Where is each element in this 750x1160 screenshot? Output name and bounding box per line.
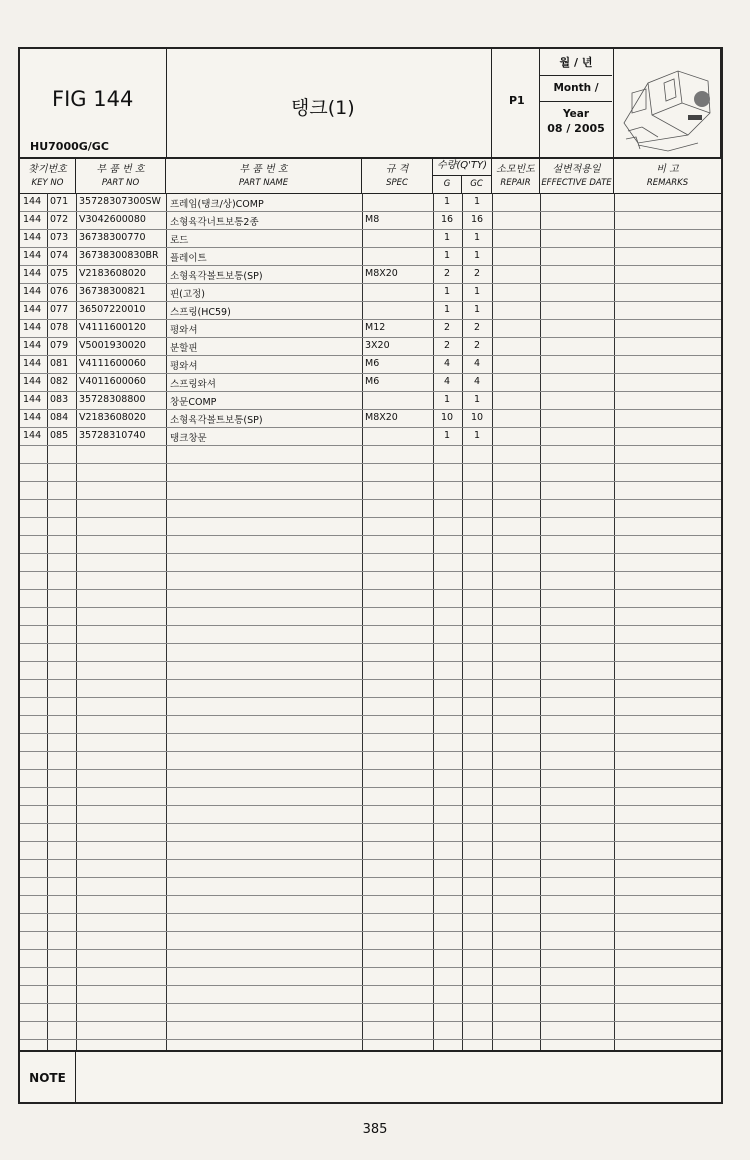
sheet-header [20,49,721,159]
row-divider [20,823,721,824]
row-partname: 탱크창문 [170,433,207,444]
row-divider [20,949,721,950]
col-partname [166,157,362,193]
row-qty-gc: 2 [473,268,481,279]
row-key: 077 [50,304,69,315]
row-qty-g: 2 [443,340,451,351]
row-divider [20,1039,721,1040]
row-spec: M8 [365,214,380,225]
col-qty-gc: GC [470,179,483,189]
row-qty-g: 4 [443,358,451,369]
row-qty-gc: 1 [473,196,481,207]
col-remarks [614,157,721,193]
row-key: 078 [50,322,69,333]
row-partname: 소형육각볼트보통(SP) [170,271,263,282]
row-partname: 분할핀 [170,343,198,354]
row-key: 076 [50,286,69,297]
row-divider [20,697,721,698]
row-partno: 35728307300SW [79,196,161,207]
col-key-ko: 찾기번호 [28,164,67,175]
row-divider [20,679,721,680]
row-qty-gc: 4 [473,376,481,387]
table-row [20,247,721,265]
row-divider [20,445,721,446]
row-key: 073 [50,232,69,243]
row-key: 084 [50,412,69,423]
row-divider [20,733,721,734]
row-fig: 144 [23,250,42,261]
row-key: 083 [50,394,69,405]
model-name: HU7000G/GC [30,140,109,153]
row-fig: 144 [23,196,42,207]
row-qty-g: 4 [443,376,451,387]
row-partno: 36738300770 [79,232,146,243]
row-key: 079 [50,340,69,351]
row-divider [20,643,721,644]
issue-date: 08 / 2005 [547,122,605,135]
table-row [20,355,721,373]
row-qty-g: 2 [443,322,451,333]
row-qty-g: 10 [440,412,454,423]
row-partno: V2183608020 [79,412,146,423]
row-divider [20,625,721,626]
row-key: 074 [50,250,69,261]
row-partno: 36507220010 [79,304,146,315]
row-spec: M6 [365,358,380,369]
row-fig: 144 [23,430,42,441]
table-row [20,283,721,301]
col-repair-ko: 소모빈도 [496,164,535,175]
row-fig: 144 [23,340,42,351]
row-key: 081 [50,358,69,369]
page-code-cell [492,49,540,157]
fig-cell [20,49,167,157]
row-divider [20,535,721,536]
row-qty-gc: 1 [473,394,481,405]
row-divider [20,985,721,986]
row-divider [20,517,721,518]
col-spec-ko: 규 격 [385,164,409,175]
row-qty-gc: 4 [473,358,481,369]
col-effective [540,157,614,193]
row-qty-gc: 16 [470,214,484,225]
row-key: 085 [50,430,69,441]
row-fig: 144 [23,214,42,225]
row-qty-gc: 1 [473,250,481,261]
col-qty-ko: 수량(Q'TY) [433,157,491,176]
parts-sheet [18,47,723,1104]
fig-number: FIG 144 [52,87,134,111]
table-row [20,409,721,427]
page-code: P1 [509,94,525,107]
row-qty-g: 16 [440,214,454,225]
col-repair [492,157,540,193]
row-qty-gc: 2 [473,340,481,351]
col-remarks-ko: 비 고 [656,164,679,175]
row-divider [20,499,721,500]
row-divider [20,553,721,554]
table-row [20,229,721,247]
row-fig: 144 [23,286,42,297]
row-partno: V2183608020 [79,268,146,279]
row-divider [20,1021,721,1022]
table-row [20,301,721,319]
row-partname: 창문COMP [170,397,217,408]
table-row [20,211,721,229]
row-qty-g: 1 [443,430,451,441]
row-partno: V3042600080 [79,214,146,225]
row-qty-gc: 1 [473,232,481,243]
row-spec: M8X20 [365,268,398,279]
row-divider [20,751,721,752]
note-area [20,1050,721,1104]
row-divider [20,895,721,896]
col-qty-g: G [433,175,462,193]
row-qty-gc: 1 [473,430,481,441]
row-partname: 플레이트 [170,253,207,264]
note-label: NOTE [20,1052,76,1104]
month-year-en: Month / Year [540,75,612,102]
col-key [20,157,76,193]
row-key: 075 [50,268,69,279]
col-effective-en: EFFECTIVE DATE [541,178,612,188]
row-fig: 144 [23,322,42,333]
row-partname: 프레임(탱크/상)COMP [170,199,264,210]
row-divider [20,805,721,806]
row-divider [20,967,721,968]
title-cell [167,49,492,157]
month-year-cell [540,49,614,157]
table-row [20,337,721,355]
row-qty-g: 1 [443,304,451,315]
row-partname: 평와셔 [170,325,198,336]
col-qty [433,157,492,193]
row-spec: M12 [365,322,386,333]
row-divider [20,787,721,788]
row-qty-gc: 2 [473,322,481,333]
row-partno: 36738300830BR [79,250,159,261]
row-fig: 144 [23,376,42,387]
row-qty-g: 1 [443,196,451,207]
col-partno-ko: 부 품 번 호 [96,164,145,175]
row-divider [20,1003,721,1004]
harvester-illustration-icon [618,53,717,153]
col-spec-en: SPEC [386,178,408,188]
page-title: 탱크(1) [291,97,355,119]
row-fig: 144 [23,304,42,315]
row-qty-g: 2 [443,268,451,279]
row-fig: 144 [23,412,42,423]
row-divider [20,841,721,842]
row-partno: 35728310740 [79,430,146,441]
row-qty-g: 1 [443,250,451,261]
row-qty-g: 1 [443,394,451,405]
row-partno: 36738300821 [79,286,146,297]
row-partname: 스프링와셔 [170,379,216,390]
col-partno-en: PART NO [101,178,140,188]
machine-thumbnail-cell [614,49,721,157]
row-divider [20,571,721,572]
row-spec: M6 [365,376,380,387]
row-fig: 144 [23,232,42,243]
row-divider [20,859,721,860]
row-spec: M8X20 [365,412,398,423]
col-partname-en: PART NAME [238,178,289,188]
col-effective-ko: 설변적용일 [552,164,601,175]
row-partno: V5001930020 [79,340,146,351]
row-qty-g: 1 [443,232,451,243]
row-key: 072 [50,214,69,225]
table-row [20,427,721,445]
table-row [20,319,721,337]
table-row [20,193,721,211]
col-partno [76,157,166,193]
row-partname: 소형육각볼트보통(SP) [170,415,263,426]
row-qty-gc: 1 [473,286,481,297]
row-divider [20,877,721,878]
row-key: 082 [50,376,69,387]
row-qty-gc: 10 [470,412,484,423]
row-divider [20,769,721,770]
row-partname: 스프링(HC59) [170,307,231,318]
row-partname: 소형육각너트보통2종 [170,217,259,228]
row-partno: 35728308800 [79,394,146,405]
row-fig: 144 [23,268,42,279]
table-row [20,265,721,283]
row-partname: 로드 [170,235,189,246]
row-partno: V4111600120 [79,322,146,333]
row-partname: 평와셔 [170,361,198,372]
row-divider [20,607,721,608]
col-remarks-en: REMARKS [646,178,689,188]
row-fig: 144 [23,358,42,369]
row-partname: 핀(고정) [170,289,205,300]
column-header-row [20,157,721,194]
row-partno: V4111600060 [79,358,146,369]
month-year-ko: 월 / 년 [540,49,612,76]
row-qty-g: 1 [443,286,451,297]
col-spec [362,157,433,193]
table-row [20,391,721,409]
row-divider [20,715,721,716]
table-row [20,373,721,391]
col-key-en: KEY NO [31,178,64,188]
row-key: 071 [50,196,69,207]
row-partno: V4011600060 [79,376,146,387]
row-divider [20,931,721,932]
row-divider [20,481,721,482]
row-divider [20,589,721,590]
row-divider [20,661,721,662]
row-divider [20,463,721,464]
parts-table-body [20,193,721,1050]
row-spec: 3X20 [365,340,390,351]
col-partname-ko: 부 품 번 호 [239,164,288,175]
row-fig: 144 [23,394,42,405]
page-number: 385 [362,1122,388,1137]
row-qty-gc: 1 [473,304,481,315]
col-repair-en: REPAIR [500,178,531,188]
row-divider [20,913,721,914]
